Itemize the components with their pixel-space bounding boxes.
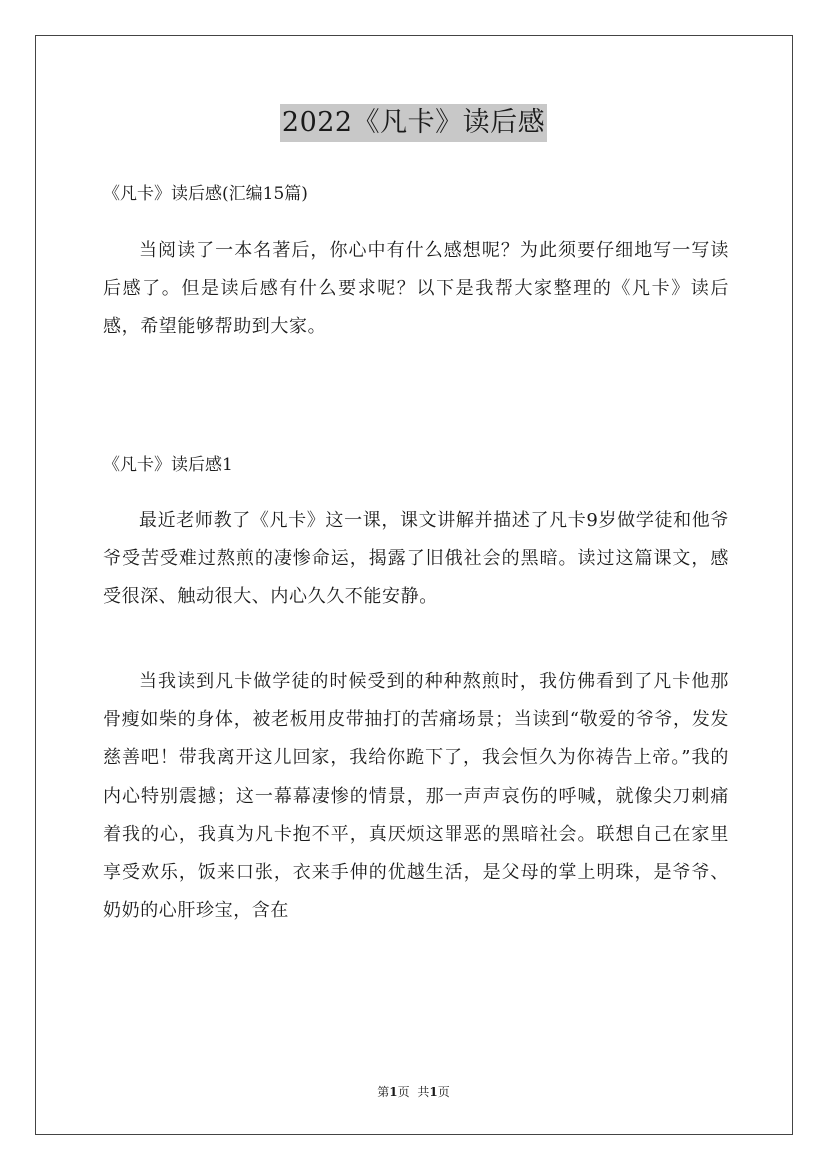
document-subtitle: 《凡卡》读后感(汇编15篇) xyxy=(103,184,308,204)
footer-total-suffix: 页 xyxy=(437,1085,450,1099)
body-paragraph-1: 最近老师教了《凡卡》这一课，课文讲解并描述了凡卡9岁做学徒和他爷爷受苦受难过熬煎的凄惨命运，揭露了旧俄社会的黑暗。读过这篇课文，感受很深、触动很大、内心久久不能安静。 xyxy=(103,510,729,608)
footer-page-prefix: 第 xyxy=(377,1085,390,1099)
intro-paragraph: 当阅读了一本名著后，你心中有什么感想呢？为此须要仔细地写一写读后感了。但是读后感有什么要求呢？以下是我帮大家整理的《凡卡》读后感，希望能够帮助到大家。 xyxy=(103,240,729,338)
footer-total-prefix: 共 xyxy=(417,1085,430,1099)
footer-total-number: 1 xyxy=(429,1085,438,1099)
footer-page-suffix: 页 xyxy=(397,1085,410,1099)
title-container xyxy=(0,104,827,142)
body-paragraph-2: 当我读到凡卡做学徒的时候受到的种种熬煎时，我仿佛看到了凡卡他那骨瘦如柴的身体，被老板用皮带抽打的苦痛场景；当读到“敬爱的爷爷，发发慈善吧！带我离开这儿回家，我给你跪下了，我会恒久为你祷告上帝。”我的内心特别震撼；这一幕幕凄惨的情景，那一声声哀伤的呼喊，就像尖刀刺痛着我的心，我真为凡卡抱不平，真厌烦这罪恶的黑暗社会。联想自己在家里享受欢乐，饭来口张，衣来手伸的优越生活，是父母的掌上明珠，是爷爷、奶奶的心肝珍宝，含在 xyxy=(103,671,729,922)
page-title: 2022《凡卡》读后感 xyxy=(280,104,547,142)
page-footer xyxy=(0,1084,827,1100)
footer-page-number: 1 xyxy=(389,1085,398,1099)
section-heading: 《凡卡》读后感1 xyxy=(103,455,233,475)
